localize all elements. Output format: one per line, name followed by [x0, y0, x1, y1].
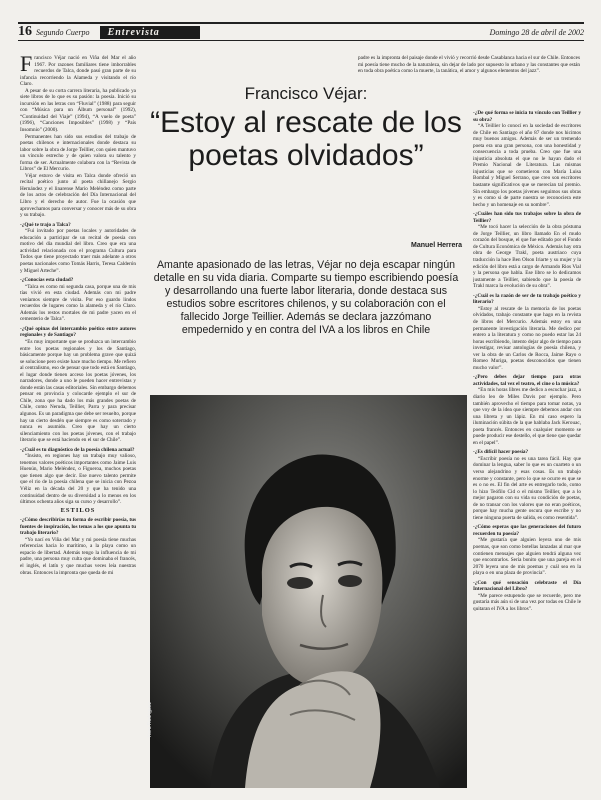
section-label: Entrevista	[100, 26, 200, 39]
byline: Manuel Herrera	[411, 242, 462, 249]
interview-question: -¿Con qué sensación celebraste el Día Internacional del Libro?	[473, 579, 581, 593]
interview-question: -¿Cómo describirías tu forma de escribir poesía, tus fuentes de inspiración, los temas a los que apunta tu trabajo literario?	[20, 517, 136, 537]
article-column-right	[473, 110, 581, 785]
interview-question: -¿Cómo esperas que las generaciones del futuro recuerden tu poesía?	[473, 524, 581, 537]
page-header	[18, 22, 584, 41]
interview-question: -¿Es difícil hacer poesía?	[473, 449, 529, 456]
photo-credit: Kora Rodríguez	[147, 702, 153, 738]
interview-answer: “A Teillier lo conocí en la sociedad de escritores de Chile en Santiago el año 87 donde nos hicimos muy buenos amigos. Además de ser un tremendo poeta era una gran persona, con una honestidad y consecuencia a toda prueba. Creo que fue una injusticia absoluta el que no le hayan dado el Premio Nacional de Literatura. Las mismas injusticias que se cometieron con María Luisa Bombal y Miguel Serrano, que creo son escritores bastante significativos que se merecían tal premio. Sin embargo los poetas jóvenes seguimos sus obras y es como si de parte nuestra se reconociera este hecho y un homenaje en su nombre”.	[473, 123, 581, 208]
issue-date: Domingo 28 de abril de 2002	[489, 27, 584, 37]
headline: “Estoy al rescate de los poetas olvidados”	[150, 106, 462, 172]
lead-paragraph: Amante apasionado de las letras, Véjar no deja escapar ningún detalle en su vida diaria. Comparte su tiempo escribiendo poesía y desarrollando una fuerte labor literaria, donde destaca sus estudios sobre escritores chilenos, y su colaboración con el fallecido Jorge Teillier. Además se declara jazzómano empedernido y en contra del IVA a los libros en Chile	[153, 259, 459, 336]
page-number: 16	[18, 24, 32, 39]
interview-question: -¿Qué te trajo a Talca?	[20, 221, 71, 228]
body-paragraph: Véjar estuvo de visita en Talca donde ofreció un recital poético junto al poeta chillanejo Sergio Hernández y el linarense Mario Meléndez como parte de los actos de celebración del Día Internacional del Libro y el derecho de autor. Fue la ocasión que aprovechamos para conversar y conocer más de su obra y su trabajo.	[20, 172, 136, 219]
interview-answer: “Me tocó hacer la selección de la obra póstuma de Jorge Teillier, un libro llamado En el mudo corazón del bosque, el que fue editado por el Fondo de Cultura Económica de México. Además hay otra obra de George Trakl, poeta austriaco cuya traducción la hace Ben Olson Iriarte y su mujer y la edición del libro está a cargo de Armando Rios Vial y la persona que habla. Ese libro se lo dedicamos justamente a Teillier, sabiendo que la poesía de Trakl marca la evolución de su obra”.	[473, 224, 581, 290]
interview-question: -¿De qué forma se inicia tu vínculo con Teillier y su obra?	[473, 110, 581, 123]
body-paragraph: padre es la impronta del paisaje donde el vivió y recorrió desde Casablanca hacia el sur de Chile. Entonces mi poesía tiene mucho de la naturaleza, sin dejar de lado por supuesto lo urbano y las constantes que están en toda obra poética como la muerte, la tanática, el amor y algunos elementos del jazz”.	[358, 55, 580, 75]
interview-question: -¿Cuál es la razón de ser de tu trabajo poético y literario?	[473, 292, 581, 306]
body-paragraph: Permanentes han sido sus estudios del trabajo de poetas chilenos e internacionales donde destaca su labor sobre la obra de Jorge Teillier, con quien mantuvo un vínculo estrecho y de quien valora su talento y forma de ser. Actualmente colabora con la “Revista de Libros” de El Mercurio.	[20, 133, 136, 173]
interview-answer: “Escribir poesía no es una tarea fácil. Hay que dominar la lengua, saber lo que es un cuarteto o un verso alejandrino y esas cosas. Es un trabajo enorme y constante, pero lo que se ocurre es que se es o no es. El fin del arte es entregarlo todo, como lo hizo Teófilo Cid o el mismo Teillier, que a lo mejor pagaron con su vida su condición de poetas, de no transar con los valores que no eran poéticos, porque hay mucha gente oscura que escribe y no tiene ninguna puerta de salida, es como resentida”.	[473, 455, 581, 521]
body-paragraph: A pesar de su corta carrera literaria, ha publicado ya siete libros de lo que es su pasión: la poesía. Inició su incursión en las letras con “Fluvial” (1988) para seguir con “Música para un Álbum personal” (1992), “Continuidad del Viaje” (1994), “A vuelo de poeta” (1996), “Canciones Imposibles” (1998) y “País Insomnio” (2000).	[20, 87, 136, 134]
headline-kicker: Francisco Véjar:	[244, 84, 368, 103]
interview-answer: “Insisto, en regiones hay un trabajo muy valioso, tenemos valores poéticos importantes como Jaime Luis Huenún, Mario Meléndez, o Figueroa, muchos poetas que tienen algo que decir. Ese nuevo talento permite que el rio de la poesía chilena que se inicia con Pezoa Véliz en la década del 20 y que ha tenido una continuidad dentro de su diversidad a lo menos en los últimos ochenta años siga su curso y desarrollo”.	[20, 453, 136, 506]
interview-answer: “Es muy importante que se produzca un intercambio entre los poetas regionales y los de Santiago, básicamente porque hay un problema grave que quizá se solucione pero existe hace mucho tiempo. Me refiero al centralismo, eso de pensar que todo está en Santiago, el lugar donde tienen acceso los poetas jóvenes, los narradores, donde a uno le pueden hacer entrevistas y donde están las casas editoriales. Sin embargo debemos pensar en provincia y colocarde ejemplo el sur de Chile, zona que ha dado los más grandes poetas de Chile, como Neruda, Teillier, Parra y para precisar algunos. Es un paradigma que debe ser resuelto, porque hay un cierto desdén que siempre es como soterrado y nunca es asumido. Creo que hay un cierto silenciamiento con los poetas jóvenes, con el trabajo literario que se está haciendo en el sur de Chile”.	[20, 338, 136, 444]
publication-name: Segundo Cuerpo	[36, 27, 90, 37]
interview-answer: “Me gustaría que alguien leyera uno de mis poemas, que son como botellas lanzadas al mar que contienen mensajes que alguien tendrá alguna vez que encontrarlos. Sería bonito que una pareja en el 2070 leyera uno de mis poemas y cuál sea en la playa o en una plaza de provincia”.	[473, 537, 581, 577]
interview-question: -¿Cuáles han sido tus trabajos sobre la obra de Teillier?	[473, 211, 581, 224]
interview-question: -¿Cuál es tu diagnóstico de la poesía chilena actual?	[20, 446, 135, 453]
interview-answer: “Fui invitado por poetas locales y autoridades de educación a participar de un recital de poesía con motivo del día mundial del libro. Creo que era una actividad relacionada con el programa Cultura para Todos que tiene proyectado traer más adelante a otros poetas nacionales como Tomás Harris, Teresa Calderón y Miguel Arteche”.	[20, 228, 136, 274]
interview-question: -¿Pero debes dejar tiempo para otras actividades, tal vez el teatro, el cine o la música?	[473, 374, 581, 387]
interview-answer: “Me parece estupendo que se recuerde, pero me gustaría más aún si de una vez por todas en Chile le quitaran el IVA a los libros”.	[473, 592, 581, 612]
interview-answer: “Yo nací en Viña del Mar y mi poesía tiene muchas referencias hacia lo marítimo, a la playa como un espacio de libertad. Además tengo la influencia de mi padre, una persona muy culta que dominaba el francés, el inglés, el latín y que muchas veces leía nuestras obras. Entonces la impronta que queda de mi	[20, 536, 136, 576]
interview-answer: “Talca es como mi segunda casa, porque una de mis tías vivió en esta ciudad. Además con mi padre veníamos siempre de visita. Por eso guardo lindos recuerdos de lugares como la alameda y el río Claro. Además los restos mortales de mi padre yacen en el cementerio de Talca”.	[20, 283, 136, 323]
portrait-photo	[150, 395, 467, 788]
drop-cap: F	[20, 55, 33, 76]
subheading: ESTILOS	[60, 506, 96, 514]
interview-answer: “En mis horas libres me dedico a escuchar jazz, a diario leo de Miles Davis por ejemplo. Pero también aprovecho el tiempo para tomar notas, ya que voy de la idea que siempre debemos andar con una libreta y un lápiz. En mi caso espero la iluminación súbita de la que hablaba Jack Kerouac, poeta francés. Entonces en cualquier momento se puede producir ese destello, el que tiene que quedar en el papel”.	[473, 387, 581, 446]
interview-question: -¿Qué opinas del intercambio poético entre autores regionales y de Santiago?	[20, 325, 136, 339]
interview-question: -¿Conocías esta ciudad?	[20, 277, 74, 284]
body-paragraph: rancisco Véjar nació en Viña del Mar el año 1967. Por razones familiares tiene imborrables recuerdos de Talca, donde pasó gran parte de su infancia recorriendo la Alameda y visitando el río Claro.	[20, 55, 136, 88]
article-column-left	[20, 55, 136, 785]
interview-answer: “Estoy al rescate de la memoria de los poetas olvidados, trabajo constante que hago en la revista de libros del Mercurio. Además estoy en una permanente investigación literaria. Me dedico por entero a la literatura y como no puedo estar las 24 horas escribiendo, intento dejar algo de tiempo para investigar, revisar antologías de poesía chilena, y ver la obra de un Carlos de Rocca, Jaime Rayo o Romeo Muriga, poetas desconocidos que tienen mucho valor”.	[473, 305, 581, 371]
